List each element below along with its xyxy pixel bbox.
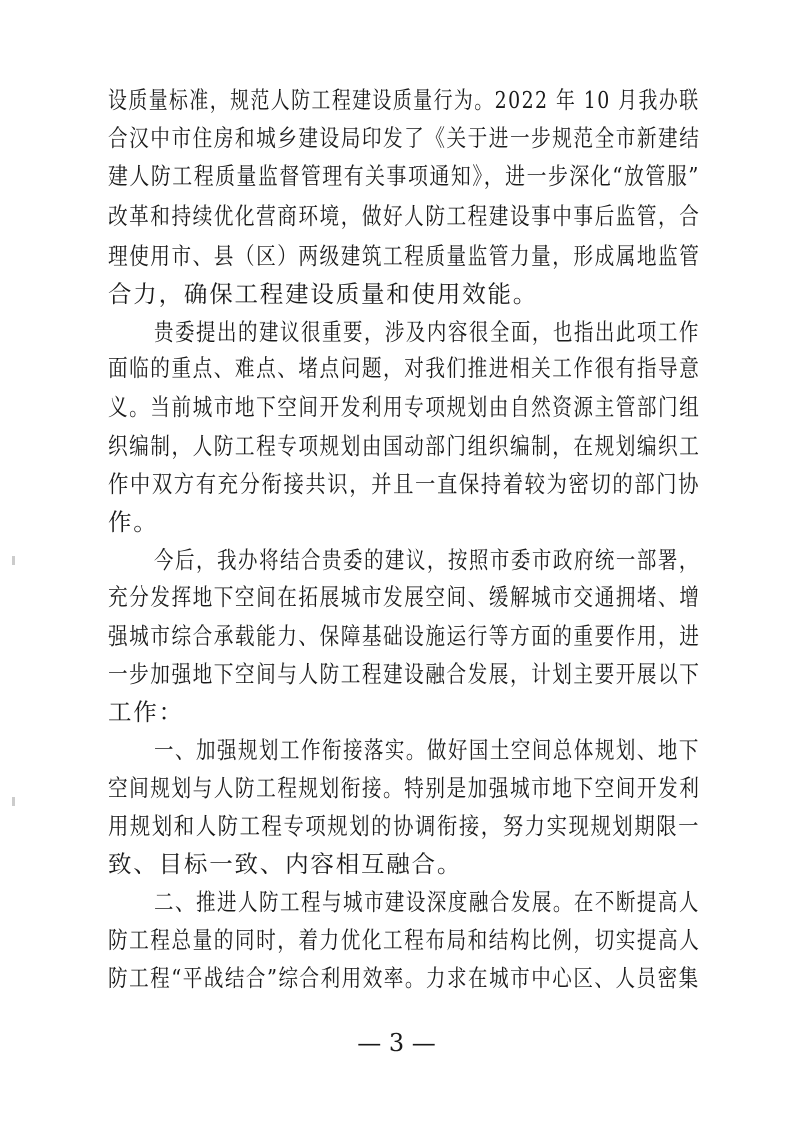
body-line: 工作：: [108, 698, 184, 726]
body-line: 空间规划与人防工程规划衔接。特别是加强城市地下空间开发利: [108, 774, 701, 802]
body-line: 致、目标一致、内容相互融合。: [108, 850, 463, 878]
scan-mark: [12, 797, 15, 806]
body-line: 面临的重点、难点、堵点问题，对我们推进相关工作很有指导意: [108, 354, 701, 382]
body-line: 设质量标准，规范人防工程建设质量行为。2022 年 10 月我办联: [108, 86, 700, 114]
body-line: 充分发挥地下空间在拓展城市发展空间、缓解城市交通拥堵、增: [108, 583, 701, 611]
body-line: 防工程总量的同时，着力优化工程布局和结构比例，切实提高人: [108, 926, 701, 954]
body-line: 一步加强地下空间与人防工程建设融合发展，计划主要开展以下: [108, 660, 701, 688]
body-line: 理使用市、县（区）两级建筑工程质量监管力量，形成属地监管: [108, 242, 701, 270]
body-line: 义。当前城市地下空间开发利用专项规划由自然资源主管部门组: [108, 393, 701, 421]
body-line: 用规划和人防工程专项规划的协调衔接，努力实现规划期限一: [108, 812, 701, 840]
paragraph-start-line: 今后，我办将结合贵委的建议，按照市委市政府统一部署，: [154, 546, 700, 574]
section-heading-line: 二、推进人防工程与城市建设深度融合发展。在不断提高人: [154, 888, 700, 916]
body-line: 建人防工程质量监督管理有关事项通知》，进一步深化“放管服”: [108, 162, 700, 190]
body-line: 合汉中市住房和城乡建设局印发了《关于进一步规范全市新建结: [108, 124, 701, 152]
body-line: 作中双方有充分衔接共识，并且一直保持着较为密切的部门协: [108, 470, 701, 498]
body-line: 织编制，人防工程专项规划由国动部门组织编制，在规划编织工: [108, 432, 701, 460]
body-line: 强城市综合承载能力、保障基础设施运行等方面的重要作用，进: [108, 622, 701, 650]
page-number: — 3 —: [357, 1029, 436, 1057]
body-line: 防工程“平战结合”综合利用效率。力求在城市中心区、人员密集: [108, 964, 700, 992]
scan-mark: [12, 556, 15, 565]
body-line: 作。: [108, 508, 159, 536]
section-heading-line: 一、加强规划工作衔接落实。做好国土空间总体规划、地下: [154, 736, 700, 764]
paragraph-start-line: 贵委提出的建议很重要，涉及内容很全面，也指出此项工作: [154, 318, 700, 346]
body-line: 改革和持续优化营商环境，做好人防工程建设事中事后监管，合: [108, 202, 701, 230]
body-line: 合力，确保工程建设质量和使用效能。: [108, 280, 539, 308]
